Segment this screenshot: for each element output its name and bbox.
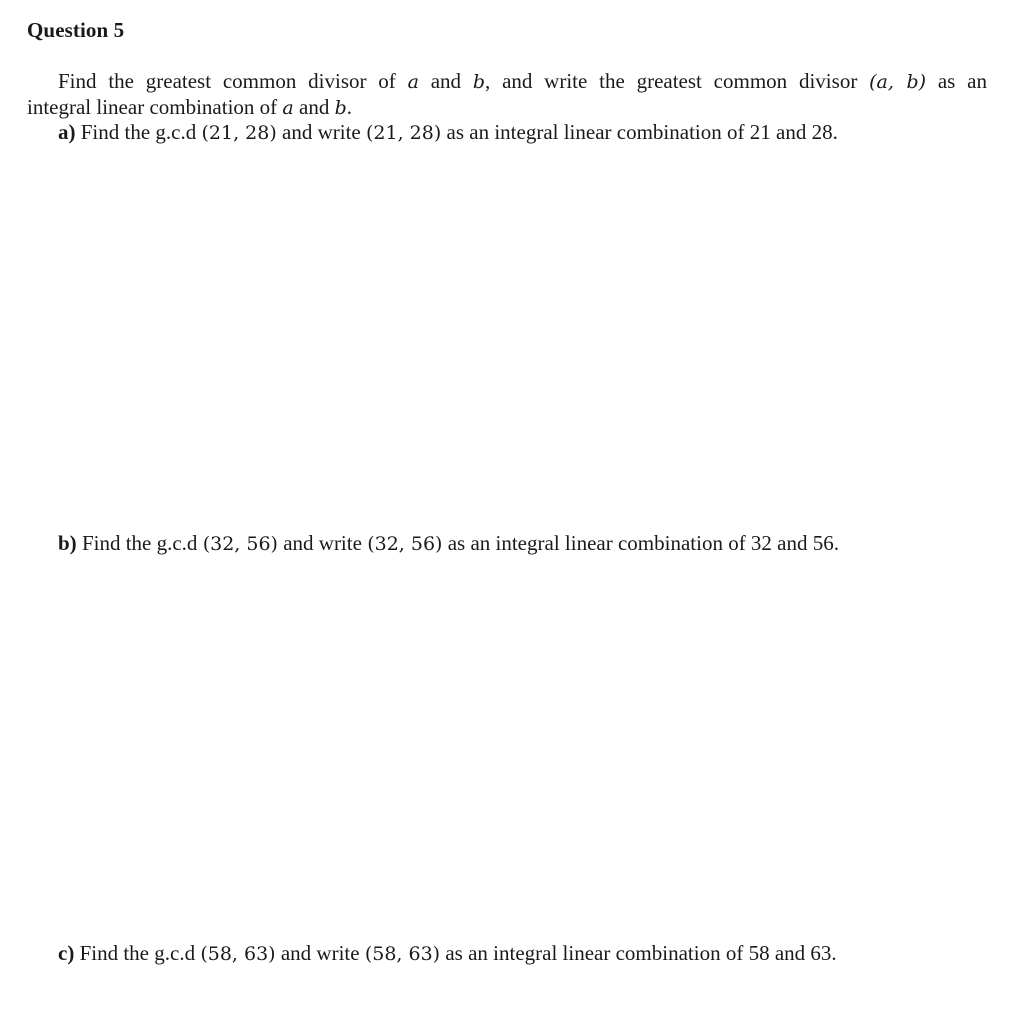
variable-a: a: [282, 97, 294, 119]
question-title: Question 5: [27, 18, 125, 42]
answer-space-a[interactable]: [58, 150, 978, 520]
part-label: b): [58, 531, 77, 555]
part-b: b) Find the g.c.d (32, 56) and write (32, 56) as an integral linear combination of 32 and 56.: [58, 531, 840, 555]
prompt-line-1: Find the greatest common divisor of a and b, and write the greatest common divisor (a, b) as an: [58, 69, 987, 93]
gcd-pair: (32, 56): [202, 533, 278, 555]
part-c: c) Find the g.c.d (58, 63) and write (58, 63) as an integral linear combination of 58 and 63.: [58, 941, 837, 965]
variable-b: b: [472, 71, 486, 93]
variable-a: a: [407, 71, 419, 93]
gcd-pair: (58, 63): [364, 943, 441, 965]
answer-space-b[interactable]: [58, 562, 978, 932]
variable-b: b: [334, 97, 347, 119]
part-a: a) Find the g.c.d (21, 28) and write (21, 28) as an integral linear combination of 21 and 28.: [58, 120, 838, 144]
part-label: c): [58, 941, 75, 965]
part-label: a): [58, 120, 76, 144]
gcd-pair: (21, 28): [366, 122, 442, 144]
prompt-line-2: integral linear combination of a and b.: [27, 95, 352, 119]
gcd-pair: (58, 63): [200, 943, 276, 965]
gcd-notation: (a, b): [869, 71, 927, 93]
question-prompt: [27, 69, 987, 121]
gcd-pair: (21, 28): [201, 122, 277, 144]
gcd-pair: (32, 56): [367, 533, 443, 555]
